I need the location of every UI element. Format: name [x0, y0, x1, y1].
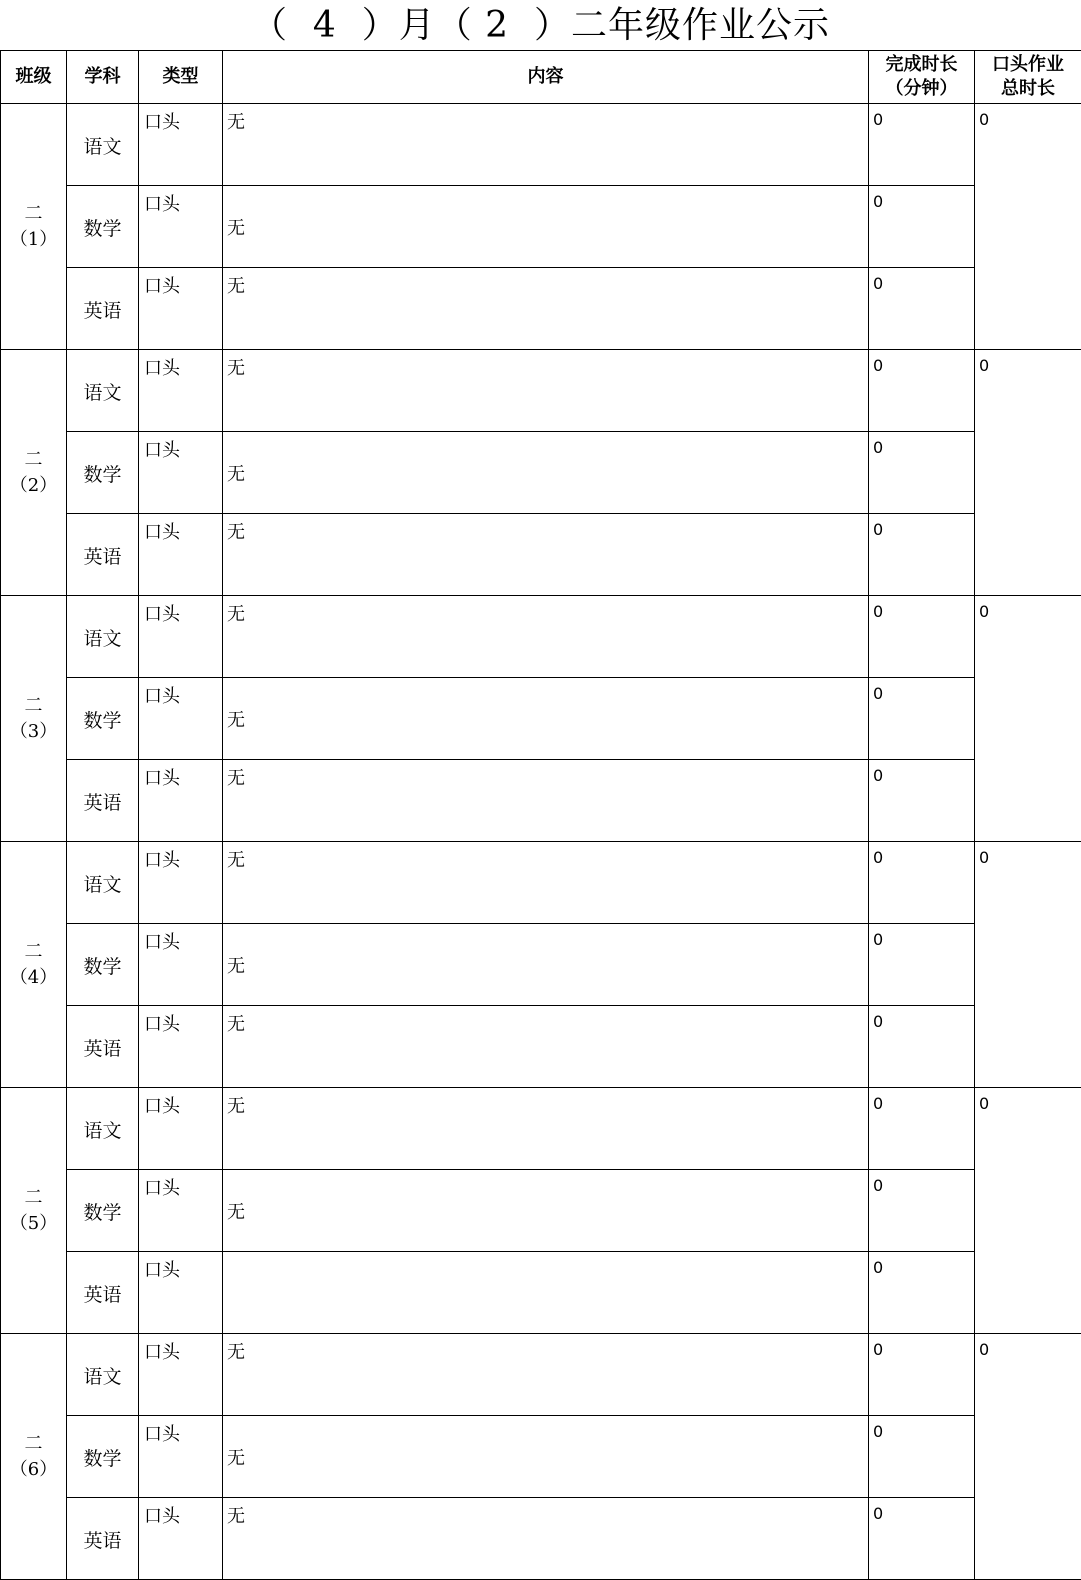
- type-cell: 口头: [139, 1498, 223, 1580]
- content-cell: 无: [223, 104, 869, 186]
- content-cell: 无: [223, 514, 869, 596]
- class-number: （6）: [10, 1459, 57, 1480]
- subject-cell: [67, 842, 139, 924]
- type-cell: 口头: [139, 1252, 223, 1334]
- table-row: [1, 760, 1081, 842]
- subject-cell: [67, 1170, 139, 1252]
- subject-cell: [67, 1498, 139, 1580]
- subject-cell: [67, 514, 139, 596]
- table-row: [1, 1334, 1081, 1416]
- time-cell: 0: [869, 1252, 975, 1334]
- table-row: [1, 350, 1081, 432]
- type-cell: 口头: [139, 760, 223, 842]
- time-cell: 0: [869, 924, 975, 1006]
- type-cell: 口头: [139, 1170, 223, 1252]
- subject-cell: [67, 186, 139, 268]
- header-total-line2: 总时长: [1001, 78, 1055, 99]
- time-cell: 0: [869, 268, 975, 350]
- subject-cell: [67, 596, 139, 678]
- time-cell: 0: [869, 514, 975, 596]
- subject-cell: [67, 350, 139, 432]
- content-cell: 无: [223, 268, 869, 350]
- subject-label: 语文: [83, 624, 121, 651]
- content-cell: 无: [223, 1416, 869, 1498]
- table-row: [1, 1498, 1081, 1580]
- table-row: [1, 1252, 1081, 1334]
- subject-cell: [67, 678, 139, 760]
- page-title: （ 4 ）月（ 2 ）二年级作业公示: [0, 0, 1081, 50]
- content-cell: 无: [223, 760, 869, 842]
- type-cell: 口头: [139, 678, 223, 760]
- class-grade: 二: [25, 1187, 43, 1208]
- subject-label: 语文: [83, 132, 121, 159]
- time-cell: 0: [869, 186, 975, 268]
- subject-label: 英语: [83, 1280, 121, 1307]
- table-row: [1, 924, 1081, 1006]
- homework-table: [0, 50, 1081, 1580]
- table-row: [1, 432, 1081, 514]
- content-cell: 无: [223, 1006, 869, 1088]
- time-cell: 0: [869, 596, 975, 678]
- subject-label: 英语: [83, 1526, 121, 1553]
- total-cell: 0: [975, 104, 1081, 350]
- total-cell: 0: [975, 1334, 1081, 1580]
- table-body: [1, 104, 1081, 1580]
- table-row: [1, 514, 1081, 596]
- subject-label: 英语: [83, 1034, 121, 1061]
- class-cell: [1, 350, 67, 596]
- subject-label: 语文: [83, 1116, 121, 1143]
- type-cell: 口头: [139, 596, 223, 678]
- time-cell: 0: [869, 678, 975, 760]
- table-row: [1, 268, 1081, 350]
- time-cell: 0: [869, 1334, 975, 1416]
- subject-label: 语文: [83, 1362, 121, 1389]
- content-cell: 无: [223, 1088, 869, 1170]
- subject-label: 英语: [83, 788, 121, 815]
- header-time: [869, 51, 975, 104]
- class-number: （3）: [10, 721, 57, 742]
- subject-label: 数学: [83, 1198, 121, 1225]
- type-cell: 口头: [139, 514, 223, 596]
- time-cell: 0: [869, 1498, 975, 1580]
- time-cell: 0: [869, 1006, 975, 1088]
- subject-label: 数学: [83, 214, 121, 241]
- class-number: （5）: [10, 1213, 57, 1234]
- subject-cell: [67, 268, 139, 350]
- subject-label: 数学: [83, 952, 121, 979]
- class-cell: [1, 104, 67, 350]
- table-row: [1, 678, 1081, 760]
- subject-label: 语文: [83, 870, 121, 897]
- header-type: 类型: [139, 51, 223, 104]
- content-cell: [223, 1252, 869, 1334]
- class-cell: [1, 596, 67, 842]
- total-cell: 0: [975, 1088, 1081, 1334]
- table-row: [1, 842, 1081, 924]
- time-cell: 0: [869, 842, 975, 924]
- table-row: [1, 104, 1081, 186]
- time-cell: 0: [869, 104, 975, 186]
- table-row: [1, 1006, 1081, 1088]
- subject-cell: [67, 1006, 139, 1088]
- subject-label: 数学: [83, 460, 121, 487]
- subject-label: 语文: [83, 378, 121, 405]
- class-grade: 二: [25, 941, 43, 962]
- subject-label: 英语: [83, 296, 121, 323]
- content-cell: 无: [223, 678, 869, 760]
- type-cell: 口头: [139, 186, 223, 268]
- header-total: [975, 51, 1081, 104]
- table-row: [1, 1416, 1081, 1498]
- header-class: 班级: [1, 51, 67, 104]
- type-cell: 口头: [139, 842, 223, 924]
- time-cell: 0: [869, 760, 975, 842]
- content-cell: 无: [223, 842, 869, 924]
- subject-label: 数学: [83, 706, 121, 733]
- subject-label: 数学: [83, 1444, 121, 1471]
- class-cell: [1, 1334, 67, 1580]
- subject-label: 英语: [83, 542, 121, 569]
- content-cell: 无: [223, 596, 869, 678]
- header-time-line1: 完成时长: [886, 54, 958, 75]
- subject-cell: [67, 1416, 139, 1498]
- table-row: [1, 596, 1081, 678]
- content-cell: 无: [223, 1334, 869, 1416]
- class-number: （4）: [10, 967, 57, 988]
- type-cell: 口头: [139, 104, 223, 186]
- type-cell: 口头: [139, 350, 223, 432]
- header-row: [1, 51, 1081, 104]
- class-number: （1）: [10, 229, 57, 250]
- type-cell: 口头: [139, 1088, 223, 1170]
- subject-cell: [67, 1088, 139, 1170]
- type-cell: 口头: [139, 432, 223, 514]
- time-cell: 0: [869, 1088, 975, 1170]
- header-time-line2: （分钟）: [886, 78, 958, 99]
- time-cell: 0: [869, 1170, 975, 1252]
- class-grade: 二: [25, 449, 43, 470]
- subject-cell: [67, 924, 139, 1006]
- time-cell: 0: [869, 350, 975, 432]
- total-cell: 0: [975, 596, 1081, 842]
- header-content: 内容: [223, 51, 869, 104]
- type-cell: 口头: [139, 268, 223, 350]
- type-cell: 口头: [139, 1334, 223, 1416]
- content-cell: 无: [223, 924, 869, 1006]
- subject-cell: [67, 1252, 139, 1334]
- table-row: [1, 186, 1081, 268]
- content-cell: 无: [223, 186, 869, 268]
- header-total-line1: 口头作业: [992, 54, 1064, 75]
- class-grade: 二: [25, 695, 43, 716]
- total-cell: 0: [975, 350, 1081, 596]
- class-grade: 二: [25, 1433, 43, 1454]
- header-subject: 学科: [67, 51, 139, 104]
- table-row: [1, 1088, 1081, 1170]
- subject-cell: [67, 760, 139, 842]
- class-grade: 二: [25, 203, 43, 224]
- content-cell: 无: [223, 432, 869, 514]
- subject-cell: [67, 104, 139, 186]
- type-cell: 口头: [139, 1006, 223, 1088]
- class-number: （2）: [10, 475, 57, 496]
- content-cell: 无: [223, 1498, 869, 1580]
- total-cell: 0: [975, 842, 1081, 1088]
- class-cell: [1, 1088, 67, 1334]
- table-row: [1, 1170, 1081, 1252]
- content-cell: 无: [223, 1170, 869, 1252]
- type-cell: 口头: [139, 924, 223, 1006]
- content-cell: 无: [223, 350, 869, 432]
- time-cell: 0: [869, 432, 975, 514]
- time-cell: 0: [869, 1416, 975, 1498]
- subject-cell: [67, 432, 139, 514]
- class-cell: [1, 842, 67, 1088]
- type-cell: 口头: [139, 1416, 223, 1498]
- subject-cell: [67, 1334, 139, 1416]
